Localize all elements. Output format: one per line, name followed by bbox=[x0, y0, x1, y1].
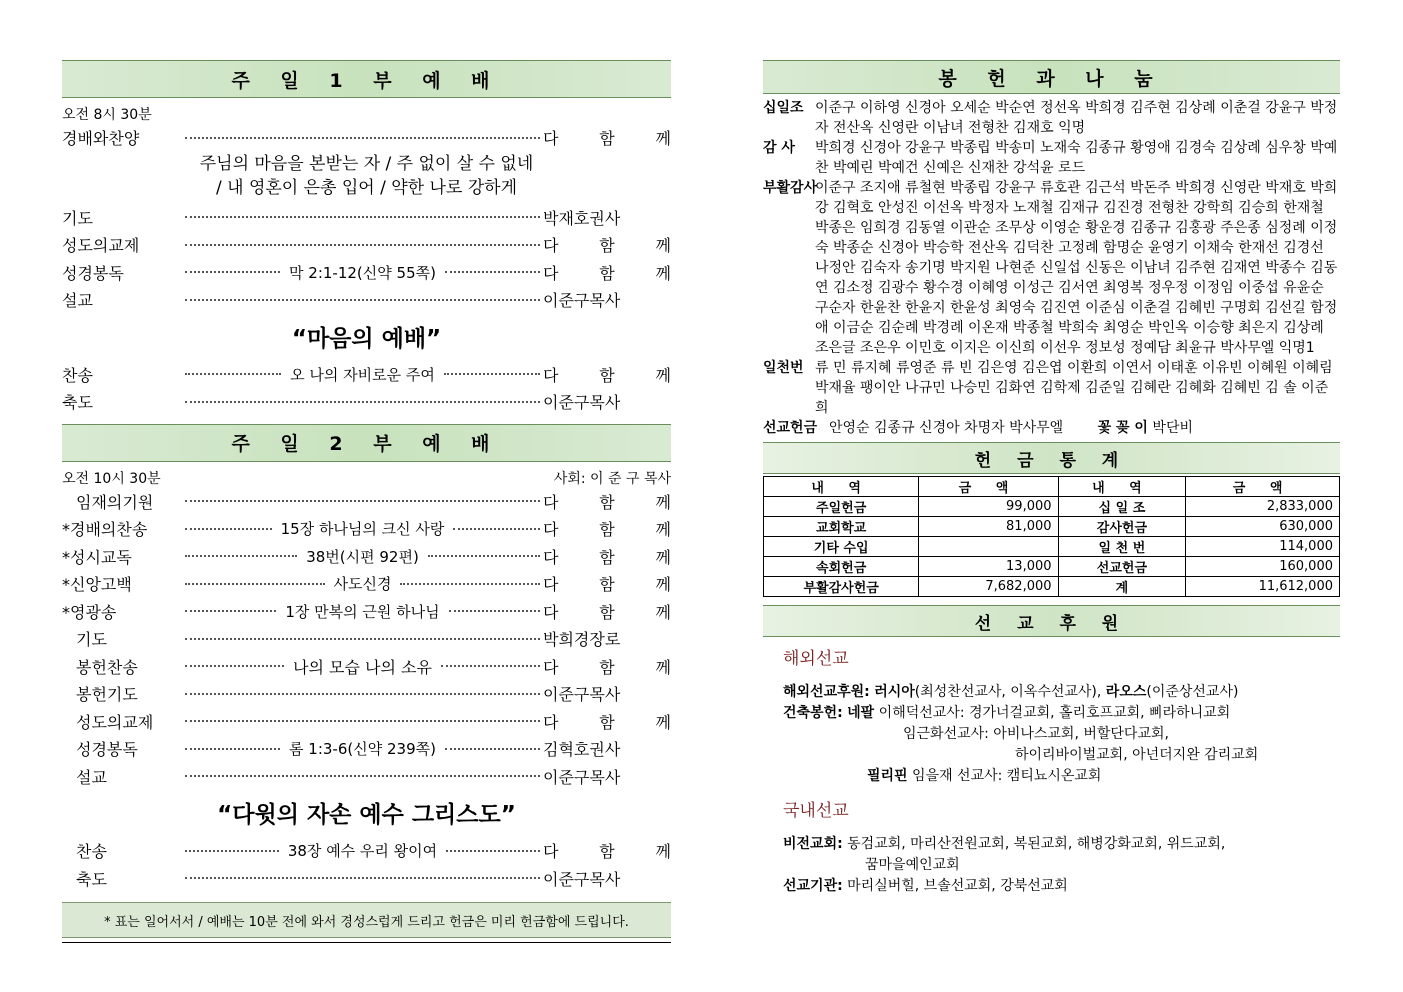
row-label: 축도 bbox=[62, 393, 93, 413]
service1-row bbox=[62, 388, 671, 416]
service1-time: 오전 8시 30분 bbox=[62, 107, 152, 123]
table-cell: 160,000 bbox=[1186, 557, 1340, 577]
table-row bbox=[764, 577, 1340, 597]
row-label: *신앙고백 bbox=[62, 575, 132, 595]
overseas-heading: 해외선교 bbox=[783, 649, 849, 669]
service1-title: 주 일 1 부 예 배 bbox=[62, 60, 671, 98]
category-label: 감 사 bbox=[763, 140, 795, 156]
service2-row bbox=[62, 865, 671, 893]
dot-leader bbox=[185, 693, 540, 695]
row-person: 다 함 께 bbox=[543, 520, 671, 540]
row-label: 기도 bbox=[76, 630, 107, 650]
offering-stats-table bbox=[763, 476, 1340, 597]
dot-leader bbox=[185, 610, 276, 612]
row-content: 나의 모습 나의 소유 bbox=[293, 657, 432, 677]
service2-meta bbox=[62, 468, 671, 488]
dot-leader bbox=[444, 373, 540, 375]
category-names: 박희경 신경아 강윤구 박종립 박송미 노재숙 김종규 황영애 김경숙 김상례 심우창 박예찬 박예린 박예건 신예은 신재찬 강석윤 로드 bbox=[815, 140, 1338, 176]
row-label: *성시교독 bbox=[62, 547, 132, 567]
overseas-support bbox=[783, 682, 1340, 703]
dot-leader bbox=[185, 877, 540, 879]
offering-category-thousand bbox=[763, 358, 1340, 418]
service2-row bbox=[62, 653, 671, 681]
dot-leader bbox=[453, 528, 540, 530]
table-cell: 선교헌금 bbox=[1058, 557, 1186, 577]
service2-row bbox=[62, 570, 671, 598]
dot-leader bbox=[185, 665, 284, 667]
dot-leader bbox=[185, 555, 297, 557]
category-label: 부활감사 bbox=[763, 180, 818, 196]
table-cell: 주일헌금 bbox=[764, 497, 919, 517]
table-cell: 속회헌금 bbox=[764, 557, 919, 577]
overseas-support-label: 해외선교후원: bbox=[783, 684, 870, 700]
table-cell bbox=[919, 537, 1058, 557]
dot-leader bbox=[449, 610, 540, 612]
row-person: 다 함 께 bbox=[543, 712, 671, 732]
row-label: 봉헌기도 bbox=[76, 685, 138, 705]
row-person: 다 함 께 bbox=[543, 492, 671, 512]
laos-detail: (이준상선교사) bbox=[1146, 684, 1239, 700]
service1-row bbox=[62, 361, 671, 389]
row-label: 성경봉독 bbox=[76, 740, 138, 760]
row-person: 다 함 께 bbox=[543, 263, 671, 283]
row-label: *경배의찬송 bbox=[62, 520, 148, 540]
offering-list bbox=[763, 98, 1340, 438]
service2-order bbox=[62, 488, 671, 791]
category-label: 일천번 bbox=[763, 360, 804, 376]
vision-line-1: 동검교회, 마리산전원교회, 복된교회, 해병강화교회, 위드교회, bbox=[847, 836, 1226, 852]
agency-line: 마리실버힐, 브솔선교회, 강북선교회 bbox=[847, 878, 1068, 894]
divider bbox=[62, 942, 671, 943]
philippines-label: 필리핀 bbox=[867, 768, 908, 784]
dot-leader bbox=[185, 401, 540, 403]
philippines-line: 임을재 선교사: 캠티뇨시온교회 bbox=[912, 768, 1102, 784]
service2-row bbox=[62, 488, 671, 516]
row-label: 기도 bbox=[62, 208, 93, 228]
row-label: 설교 bbox=[62, 291, 93, 311]
vision-label: 비전교회: bbox=[783, 836, 843, 852]
row-person: 김혁호권사 bbox=[543, 740, 621, 760]
offering-category-thanks bbox=[763, 138, 1340, 178]
table-cell: 630,000 bbox=[1186, 517, 1340, 537]
category-names: 안영순 김종규 신경아 차명자 박사무엘 bbox=[829, 420, 1064, 436]
offering-category-mission bbox=[763, 418, 1340, 438]
service2-row bbox=[62, 763, 671, 791]
category-names: 류 민 류지혜 류영준 류 빈 김은영 김은엽 이환희 이연서 이태훈 이유빈 이혜원 이혜림 박재율 팽이안 나규민 나승민 김화연 김학제 김준일 김혜란 김혜화 김혜빈 김 솔 이준희 bbox=[815, 360, 1333, 416]
service2-row bbox=[62, 598, 671, 626]
vision-line-2: 꿈마을예인교회 bbox=[865, 857, 960, 873]
service2-title: 주 일 2 부 예 배 bbox=[62, 424, 671, 462]
dot-leader bbox=[185, 748, 280, 750]
dot-leader bbox=[185, 244, 540, 246]
table-header-row bbox=[764, 477, 1340, 497]
row-person: 이준구목사 bbox=[543, 685, 621, 705]
row-person: 다 함 께 bbox=[543, 842, 671, 862]
row-content: 막 2:1-12(신약 55쪽) bbox=[289, 263, 436, 282]
row-content: 38번(시편 92편) bbox=[306, 547, 419, 566]
service2-row bbox=[62, 543, 671, 571]
service1-row bbox=[62, 286, 671, 314]
offering-category-easter bbox=[763, 178, 1340, 358]
row-label: 찬송 bbox=[62, 365, 93, 385]
missions-section bbox=[763, 649, 1340, 897]
service2-row bbox=[62, 625, 671, 653]
missions-title: 선 교 후 원 bbox=[763, 605, 1340, 637]
service2-row bbox=[62, 837, 671, 865]
service2-row bbox=[62, 680, 671, 708]
vision-churches bbox=[783, 834, 1340, 855]
table-cell: 기타 수입 bbox=[764, 537, 919, 557]
category-names-wrap bbox=[829, 418, 1340, 438]
row-person: 이준구목사 bbox=[543, 869, 621, 889]
service2-host: 사회: 이 준 구 목사 bbox=[553, 470, 671, 487]
row-person: 이준구목사 bbox=[543, 767, 621, 787]
category-names: 이준구 이하영 신경아 오세순 박순연 정선옥 박희경 김주현 김상례 이춘걸 강윤구 박정자 전산옥 신영란 이남녀 전형찬 김재호 익명 bbox=[815, 100, 1338, 136]
table-cell: 7,682,000 bbox=[919, 577, 1058, 597]
nepal-line-3: 하이리바이벌교회, 아넌더지완 감리교회 bbox=[1015, 747, 1259, 763]
dot-leader bbox=[400, 583, 540, 585]
russia-detail: (최성찬선교사, 이옥수선교사), bbox=[914, 684, 1102, 700]
table-cell: 십 일 조 bbox=[1058, 497, 1186, 517]
row-person: 다 함 께 bbox=[543, 129, 671, 149]
row-person: 다 함 께 bbox=[543, 236, 671, 256]
table-row bbox=[764, 497, 1340, 517]
offering-category-tithe bbox=[763, 98, 1340, 138]
table-cell: 2,833,000 bbox=[1186, 497, 1340, 517]
dot-leader bbox=[185, 638, 540, 640]
table-cell: 99,000 bbox=[919, 497, 1058, 517]
dot-leader bbox=[428, 555, 540, 557]
dot-leader bbox=[185, 528, 272, 530]
row-person: 다 함 께 bbox=[543, 575, 671, 595]
row-label: 성경봉독 bbox=[62, 263, 124, 283]
dot-leader bbox=[185, 216, 540, 218]
service1-row bbox=[62, 124, 671, 152]
row-label: 설교 bbox=[76, 767, 107, 787]
offering-title: 봉 헌 과 나 눔 bbox=[763, 60, 1340, 94]
table-cell: 일 천 번 bbox=[1058, 537, 1186, 557]
table-cell: 교회학교 bbox=[764, 517, 919, 537]
praise-line-1: 주님의 마음을 본받는 자 / 주 없이 살 수 없네 bbox=[199, 153, 534, 174]
row-person: 다 함 께 bbox=[543, 602, 672, 622]
row-label: 경배와찬양 bbox=[62, 129, 140, 149]
service2-row bbox=[62, 735, 671, 763]
service2-row bbox=[62, 515, 671, 543]
table-header: 내 역 bbox=[1058, 477, 1186, 497]
nepal-line-1: 이해덕선교사: 경가너걸교회, 홀리호프교회, 삐라하니교회 bbox=[878, 705, 1231, 721]
row-label: 축도 bbox=[76, 869, 107, 889]
service2-time: 오전 10시 30분 bbox=[62, 470, 161, 487]
flower-name: 박단비 bbox=[1152, 420, 1193, 436]
row-person: 이준구목사 bbox=[543, 291, 621, 311]
row-content: 1장 만복의 근원 하나님 bbox=[285, 602, 440, 621]
domestic-heading: 국내선교 bbox=[783, 801, 849, 821]
category-label: 십일조 bbox=[763, 100, 804, 116]
row-content: 오 나의 자비로운 주여 bbox=[290, 365, 435, 384]
row-person: 이준구목사 bbox=[543, 393, 621, 413]
row-person: 박재호권사 bbox=[543, 208, 621, 228]
table-header: 금 액 bbox=[919, 477, 1058, 497]
praise-line-2: / 내 영혼이 은총 입어 / 약한 나로 강하게 bbox=[215, 177, 517, 198]
row-label: *영광송 bbox=[62, 602, 117, 622]
table-row bbox=[764, 557, 1340, 577]
row-label: 성도의교제 bbox=[62, 236, 140, 256]
row-person: 다 함 께 bbox=[543, 547, 672, 567]
dot-leader bbox=[445, 271, 540, 273]
service2-row bbox=[62, 708, 671, 736]
table-cell: 11,612,000 bbox=[1186, 577, 1340, 597]
service1-row bbox=[62, 231, 671, 259]
dot-leader bbox=[185, 583, 325, 585]
table-cell: 감사헌금 bbox=[1058, 517, 1186, 537]
russia-label: 러시아 bbox=[874, 684, 915, 700]
category-label: 선교헌금 bbox=[763, 420, 818, 436]
table-header: 내 역 bbox=[764, 477, 919, 497]
dot-leader bbox=[441, 665, 540, 667]
row-label: 임재의기원 bbox=[76, 492, 154, 512]
dot-leader bbox=[185, 373, 281, 375]
row-person: 다 함 께 bbox=[543, 365, 671, 385]
service1-sermon-title: “마음의 예배” bbox=[291, 325, 442, 352]
table-header: 금 액 bbox=[1186, 477, 1340, 497]
worship-order-column bbox=[62, 60, 671, 943]
table-cell: 계 bbox=[1058, 577, 1186, 597]
row-content: 38장 예수 우리 왕이여 bbox=[287, 842, 438, 861]
row-content: 사도신경 bbox=[333, 575, 392, 594]
nepal-label: 네팔 bbox=[847, 705, 875, 721]
mission-agencies bbox=[783, 876, 1340, 897]
building-support bbox=[783, 703, 1340, 724]
dot-leader bbox=[185, 137, 540, 139]
dot-leader bbox=[445, 748, 540, 750]
service1-row bbox=[62, 259, 671, 287]
dot-leader bbox=[446, 850, 540, 852]
building-label: 건축봉헌: bbox=[783, 705, 843, 721]
dot-leader bbox=[185, 720, 540, 722]
row-person: 박희경장로 bbox=[543, 630, 621, 650]
nepal-line-2: 임근화선교사: 아비나스교회, 버할단다교회, bbox=[903, 726, 1169, 742]
row-person: 다 함 께 bbox=[543, 657, 671, 677]
row-label: 봉헌찬송 bbox=[76, 657, 138, 677]
dot-leader bbox=[185, 500, 540, 502]
dot-leader bbox=[185, 271, 280, 273]
table-cell: 81,000 bbox=[919, 517, 1058, 537]
stats-title: 헌 금 통 계 bbox=[763, 442, 1340, 474]
table-cell: 부활감사헌금 bbox=[764, 577, 919, 597]
dot-leader bbox=[185, 850, 279, 852]
row-label: 성도의교제 bbox=[76, 712, 154, 732]
row-content: 15장 하나님의 크신 사랑 bbox=[280, 520, 445, 539]
flower-label: 꽃 꽂 이 bbox=[1097, 420, 1148, 436]
category-names: 이준구 조지애 류철현 박종립 강윤구 류호관 김근석 박돈주 박희경 신영란 박재호 박희강 김혁호 안성진 이선옥 박정자 노재철 김재규 김진경 전형찬 강학희 김승희 한재철 박종은 임희경 김동열 이관순 조무상 이영순 황운경 김종규 김홍광 주은종 심정례 이정숙 박종순 신경아 박승학 전산옥 김덕찬 고정례 함명순 윤영기 이채숙 한재선 김경선 나정안 김숙자 송기명 박지원 나현준 신일섭 신동은 이남녀 김주현 김재연 박종수 김동연 김소정 김광수 황수경 이혜영 이성근 김서연 최영복 정우정 이정임 이중섭 유윤순 구순자 한윤찬 한윤지 한윤성 최영숙 김진연 이준심 이춘걸 김혜빈 구명회 김선길 함정애 이금순 김순례 박경례 이온재 박종철 박희숙 최영순 박인옥 이승향 최은지 김상례 조은글 조은우 이민호 이지은 이신희 이선우 정보성 정예담 최윤규 박사무엘 익명1 bbox=[815, 180, 1338, 356]
table-cell: 13,000 bbox=[919, 557, 1058, 577]
table-cell: 114,000 bbox=[1186, 537, 1340, 557]
service1-row bbox=[62, 204, 671, 232]
dot-leader bbox=[185, 299, 540, 301]
footer-note: * 표는 일어서서 / 예배는 10분 전에 와서 경성스럽게 드리고 헌금은 미리 헌금함에 드립니다. bbox=[62, 902, 671, 938]
philippines-row bbox=[783, 766, 1340, 787]
service2-sermon-title: “다윗의 자손 예수 그리스도” bbox=[217, 802, 516, 828]
dot-leader bbox=[185, 775, 540, 777]
agency-label: 선교기관: bbox=[783, 878, 843, 894]
row-label: 찬송 bbox=[76, 842, 107, 862]
laos-label: 라오스 bbox=[1105, 684, 1147, 700]
offering-column bbox=[763, 60, 1340, 897]
table-row bbox=[764, 537, 1340, 557]
table-row bbox=[764, 517, 1340, 537]
row-content: 롬 1:3-6(신약 239쪽) bbox=[289, 740, 436, 759]
